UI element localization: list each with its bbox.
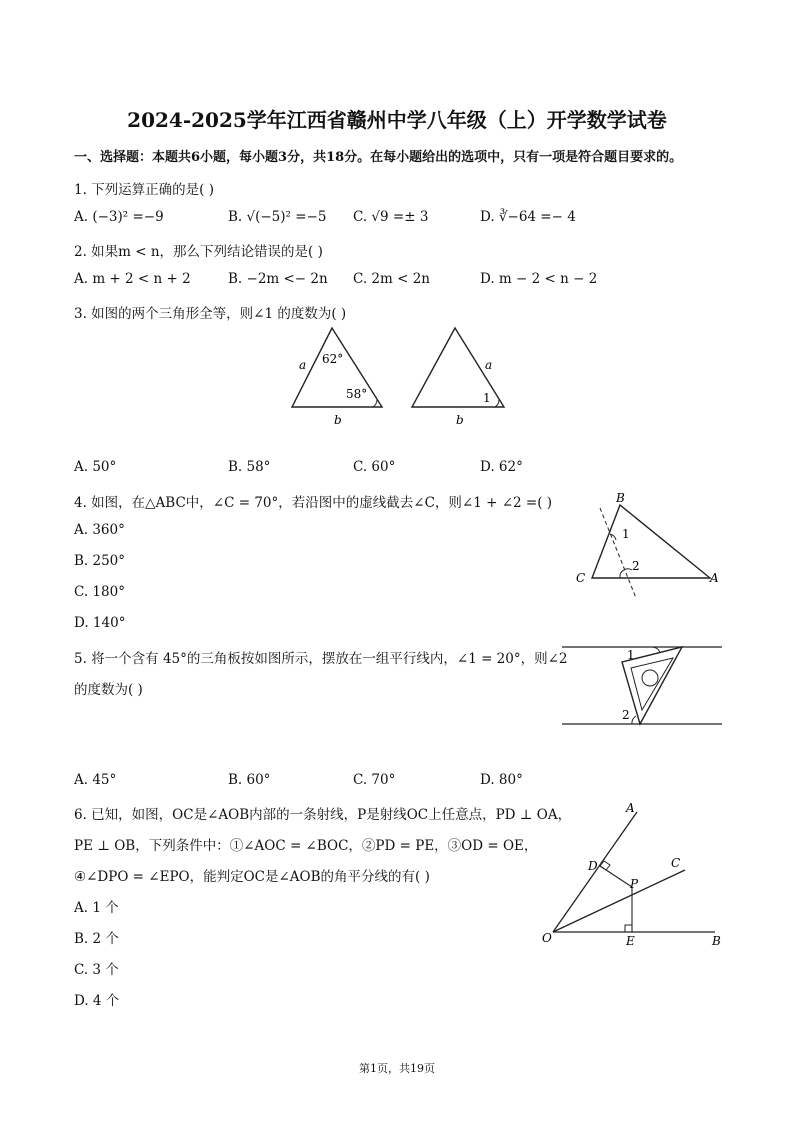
q5-option-c: C. 70° (353, 772, 396, 788)
q2-stem: 2. 如果m < n，那么下列结论错误的是( ) (74, 244, 323, 260)
q6-angle-bisector-figure (540, 798, 730, 950)
q5-stem-line1: 5. 将一个含有 45°的三角板按如图所示，摆放在一组平行线内，∠1 = 20°，则∠2 (74, 651, 568, 667)
q6-option-c: C. 3 个 (74, 962, 119, 978)
q4-label-2: 2 (632, 559, 640, 573)
q5-option-b: B. 60° (228, 772, 271, 788)
q1-option-b: B. √(−5)² =−5 (228, 209, 327, 225)
q3-right-angle-arc (495, 399, 499, 407)
q6-option-b: B. 2 个 (74, 931, 119, 947)
q6-label-e: E (626, 934, 635, 948)
q3-right-side-b: b (456, 413, 464, 427)
q4-stem: 4. 如图，在△ABC中，∠C = 70°，若沿图中的虚线截去∠C，则∠1 + ∠2 =( ) (74, 495, 553, 511)
q5-stem-line2: 的度数为( ) (74, 682, 143, 698)
q1-option-d: D. ∛−64 =− 4 (480, 209, 576, 225)
q6-label-o: O (542, 931, 552, 945)
page-title: 2024-2025学年江西省赣州中学八年级（上）开学数学试卷 (127, 108, 667, 132)
q6-label-c: C (671, 856, 681, 870)
q4-label-1: 1 (622, 527, 630, 541)
q3-option-c: C. 60° (353, 459, 396, 475)
q6-label-d: D (588, 859, 598, 873)
q5-label-1: 1 (627, 648, 635, 662)
q6-label-a: A (626, 801, 635, 815)
q3-stem: 3. 如图的两个三角形全等，则∠1 的度数为( ) (74, 306, 347, 322)
q3-left-side-b: b (334, 413, 342, 427)
q2-option-d: D. m − 2 < n − 2 (480, 271, 598, 287)
q4-option-d: D. 140° (74, 615, 126, 631)
q4-label-b: B (616, 491, 625, 505)
q3-right-side-a: a (485, 358, 493, 372)
q3-option-d: D. 62° (480, 459, 523, 475)
q6-stem-line1: 6. 已知，如图，OC是∠AOB内部的一条射线，P是射线OC上任意点，PD ⊥ OA， (74, 807, 572, 823)
q3-left-angle-top: 62° (322, 352, 344, 366)
q4-triangle-figure (570, 490, 730, 602)
q4-label-a: A (710, 571, 719, 585)
q6-right-angle-e (625, 925, 632, 932)
q6-stem-line2: PE ⊥ OB，下列条件中：①∠AOC = ∠BOC，②PD = PE，③OD = OE， (74, 838, 538, 854)
q4-option-b: B. 250° (74, 553, 126, 569)
q1-stem: 1. 下列运算正确的是( ) (74, 182, 214, 198)
section-heading: 一、选择题：本题共6小题，每小题3分，共18分。在每小题给出的选项中，只有一项是符合题目要求的。 (74, 150, 683, 165)
q3-right-angle-1: 1 (483, 391, 491, 405)
q3-triangles-figure (282, 322, 514, 432)
q6-option-a: A. 1 个 (74, 900, 119, 916)
q6-label-b: B (712, 934, 721, 948)
q5-parallel-lines-figure (560, 640, 726, 732)
q4-option-a: A. 360° (74, 522, 125, 538)
q3-left-angle-right: 58° (346, 387, 368, 401)
q3-option-a: A. 50° (74, 459, 117, 475)
q5-angle2-arc (632, 716, 636, 724)
q4-label-c: C (576, 571, 586, 585)
q5-label-2: 2 (622, 708, 630, 722)
q3-option-b: B. 58° (228, 459, 271, 475)
q4-dashed-cut-line (600, 508, 636, 598)
q1-option-c: C. √9 =± 3 (353, 209, 429, 225)
q5-option-d: D. 80° (480, 772, 523, 788)
q2-option-b: B. −2m <− 2n (228, 271, 328, 287)
q5-option-a: A. 45° (74, 772, 117, 788)
page-footer: 第1页，共19页 (359, 1062, 435, 1075)
q4-option-c: C. 180° (74, 584, 125, 600)
q4-triangle-abc (592, 505, 710, 578)
q1-option-a: A. (−3)² =−9 (74, 209, 164, 225)
q2-option-a: A. m + 2 < n + 2 (74, 271, 191, 287)
q6-option-d: D. 4 个 (74, 993, 120, 1009)
q3-left-angle-arc (373, 400, 377, 407)
q5-set-square-hole (642, 670, 658, 686)
q3-left-side-a: a (299, 358, 307, 372)
q6-label-p: P (630, 877, 639, 891)
q6-ray-oc (553, 870, 685, 932)
q2-option-c: C. 2m < 2n (353, 271, 430, 287)
q6-stem-line3: ④∠DPO = ∠EPO，能判定OC是∠AOB的角平分线的有( ) (74, 869, 430, 885)
